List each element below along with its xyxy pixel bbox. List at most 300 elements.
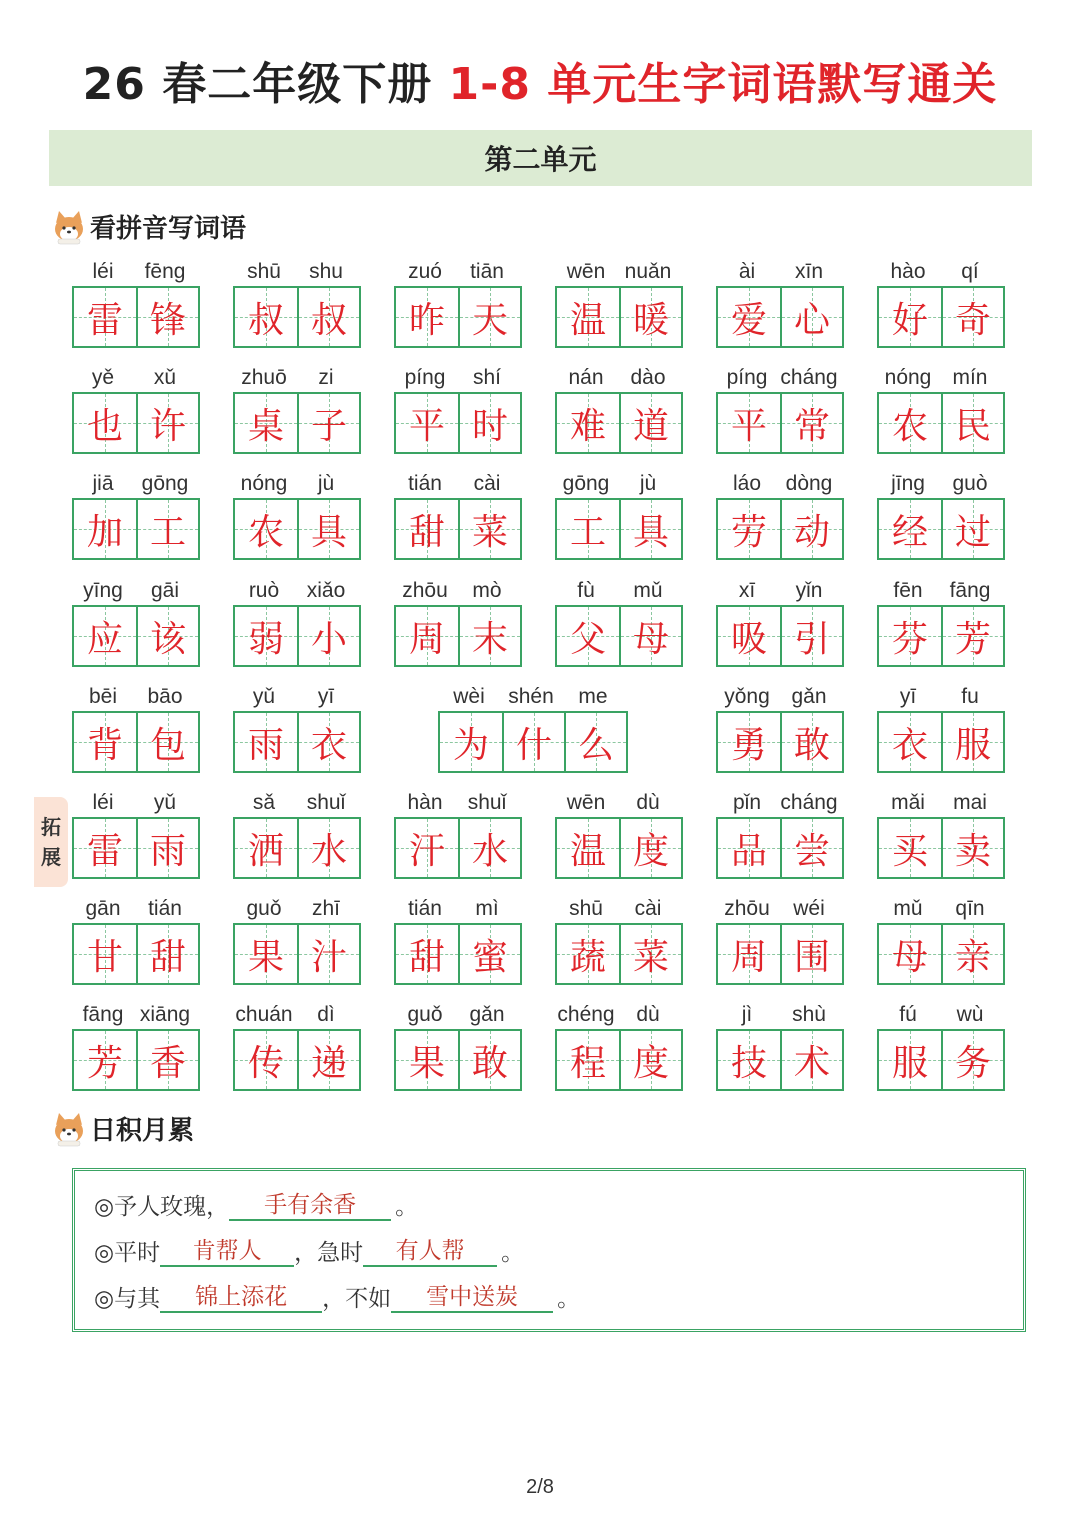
hanzi-character: 包: [149, 724, 186, 766]
character-box: [235, 925, 297, 983]
character-box: [74, 288, 136, 346]
character-box: [619, 1031, 681, 1089]
tianzige-boxes: [233, 1029, 361, 1091]
character-box: [780, 288, 842, 346]
pinyin-syllable: jiā: [92, 472, 114, 495]
tianzige-boxes: [877, 923, 1005, 985]
hanzi-character: 叔: [247, 299, 284, 341]
tianzige-boxes: [555, 498, 683, 560]
hanzi-character: 锋: [149, 299, 186, 341]
tianzige-boxes: [716, 1029, 844, 1091]
character-box: [619, 607, 681, 665]
pinyin-syllable: bāo: [147, 685, 183, 708]
hanzi-character: 叔: [310, 299, 347, 341]
pinyin-syllable: gān: [85, 897, 121, 920]
pinyin-syllable: léi: [92, 260, 114, 283]
character-box: [557, 925, 619, 983]
character-box: [780, 1031, 842, 1089]
tianzige-boxes: [555, 923, 683, 985]
hanzi-character: 过: [954, 511, 991, 553]
pinyin-syllable: zi: [318, 366, 334, 389]
pinyin-syllable: wù: [956, 1003, 984, 1026]
character-box: [235, 607, 297, 665]
tianzige-boxes: [394, 817, 522, 879]
unit-label: 第二单元: [484, 143, 597, 176]
tianzige-boxes: [233, 498, 361, 560]
character-box: [718, 1031, 780, 1089]
character-box: [941, 607, 1003, 665]
character-box: [74, 819, 136, 877]
hanzi-character: 服: [954, 724, 991, 766]
pinyin-syllable: gōng: [562, 472, 610, 495]
character-box: [74, 925, 136, 983]
character-box: [557, 394, 619, 452]
tianzige-boxes: [233, 286, 361, 348]
pinyin-syllable: xīn: [794, 260, 823, 283]
pinyin-syllable: xiāng: [139, 1003, 191, 1026]
hanzi-character: 汗: [408, 830, 445, 872]
hanzi-character: 敢: [471, 1042, 508, 1084]
hanzi-character: 蜜: [471, 936, 508, 978]
hanzi-character: 具: [632, 511, 669, 553]
tianzige-boxes: [394, 392, 522, 454]
pinyin-syllable: zuó: [408, 260, 442, 283]
hanzi-character: 亲: [954, 936, 991, 978]
hanzi-character: 围: [793, 936, 830, 978]
pinyin-syllable: shuǐ: [467, 791, 507, 814]
pinyin-syllable: hào: [890, 260, 926, 283]
character-box: [564, 713, 626, 771]
tianzige-boxes: [72, 817, 200, 879]
character-box: [941, 713, 1003, 771]
pinyin-syllable: píng: [726, 366, 768, 389]
pinyin-syllable: cháng: [780, 791, 838, 814]
character-box: [74, 713, 136, 771]
pinyin-syllable: dòng: [785, 472, 833, 495]
pinyin-syllable: wēn: [566, 791, 606, 814]
character-box: [458, 1031, 520, 1089]
pinyin-syllable: tián: [408, 897, 442, 920]
pinyin-syllable: guǒ: [407, 1003, 443, 1026]
character-box: [879, 713, 941, 771]
character-box: [235, 819, 297, 877]
hanzi-character: 也: [86, 405, 123, 447]
hanzi-character: 温: [569, 830, 606, 872]
pinyin-syllable: me: [578, 685, 608, 708]
hanzi-character: 周: [408, 618, 445, 660]
hanzi-character: 应: [86, 618, 123, 660]
tianzige-boxes: [555, 605, 683, 667]
pinyin-syllable: shù: [792, 1003, 826, 1026]
character-box: [136, 607, 198, 665]
tianzige-boxes: [877, 1029, 1005, 1091]
tianzige-boxes: [394, 1029, 522, 1091]
tianzige-boxes: [72, 392, 200, 454]
hanzi-character: 天: [471, 299, 508, 341]
hanzi-character: 具: [310, 511, 347, 553]
character-box: [941, 925, 1003, 983]
hanzi-character: 汁: [310, 936, 347, 978]
hanzi-character: 时: [471, 405, 508, 447]
hanzi-character: 道: [632, 405, 669, 447]
pinyin-syllable: zhōu: [724, 897, 770, 920]
character-box: [235, 713, 297, 771]
character-box: [136, 500, 198, 558]
character-box: [235, 500, 297, 558]
pinyin-syllable: yǔ: [153, 791, 177, 814]
character-box: [396, 819, 458, 877]
hanzi-character: 工: [149, 511, 186, 553]
accum-line-3: [94, 1278, 580, 1313]
tianzige-boxes: [716, 498, 844, 560]
hanzi-character: 甜: [408, 511, 445, 553]
character-box: [235, 394, 297, 452]
hanzi-character: 甜: [149, 936, 186, 978]
tianzige-boxes: [438, 711, 628, 773]
hanzi-character: 果: [247, 936, 284, 978]
pinyin-syllable: nuǎn: [624, 260, 672, 283]
pinyin-syllable: cài: [473, 472, 501, 495]
pinyin-syllable: nán: [568, 366, 604, 389]
pinyin-syllable: fù: [577, 579, 595, 602]
accum-2-mid: ，急时: [294, 1240, 364, 1266]
pinyin-syllable: dào: [630, 366, 666, 389]
hanzi-character: 雨: [149, 830, 186, 872]
character-box: [879, 819, 941, 877]
hanzi-character: 菜: [471, 511, 508, 553]
character-box: [235, 1031, 297, 1089]
title-grade: 26 春二年级下册: [82, 59, 449, 110]
hanzi-character: 衣: [891, 724, 928, 766]
hanzi-character: 常: [793, 405, 830, 447]
hanzi-character: 子: [310, 405, 347, 447]
hanzi-character: 度: [632, 1042, 669, 1084]
pinyin-syllable: xī: [738, 579, 756, 602]
tianzige-boxes: [233, 605, 361, 667]
pinyin-syllable: dù: [636, 791, 660, 814]
tianzige-boxes: [716, 923, 844, 985]
tianzige-boxes: [877, 711, 1005, 773]
hanzi-character: 雷: [86, 830, 123, 872]
pinyin-syllable: ruò: [248, 579, 280, 602]
pinyin-syllable: shuǐ: [306, 791, 346, 814]
pinyin-syllable: ài: [738, 260, 756, 283]
character-box: [780, 925, 842, 983]
pinyin-syllable: jù: [639, 472, 657, 495]
hanzi-character: 桌: [247, 405, 284, 447]
character-box: [718, 288, 780, 346]
tianzige-boxes: [555, 392, 683, 454]
tianzige-boxes: [716, 711, 844, 773]
hanzi-character: 技: [730, 1042, 767, 1084]
pinyin-syllable: qí: [961, 260, 979, 283]
hanzi-character: 程: [569, 1042, 606, 1084]
tianzige-boxes: [72, 605, 200, 667]
pinyin-syllable: zhī: [311, 897, 340, 920]
hanzi-character: 加: [86, 511, 123, 553]
character-box: [458, 819, 520, 877]
tianzige-boxes: [72, 923, 200, 985]
hanzi-character: 尝: [793, 830, 830, 872]
tianzige-boxes: [72, 286, 200, 348]
character-box: [718, 819, 780, 877]
hanzi-character: 平: [730, 405, 767, 447]
character-box: [619, 925, 681, 983]
character-box: [879, 1031, 941, 1089]
character-box: [879, 607, 941, 665]
character-box: [235, 288, 297, 346]
character-box: [396, 394, 458, 452]
character-box: [619, 288, 681, 346]
tianzige-boxes: [555, 817, 683, 879]
character-box: [396, 288, 458, 346]
pinyin-syllable: yǒng: [724, 685, 770, 708]
hanzi-character: 水: [310, 830, 347, 872]
character-box: [136, 925, 198, 983]
tianzige-boxes: [72, 1029, 200, 1091]
character-box: [941, 1031, 1003, 1089]
hanzi-character: 平: [408, 405, 445, 447]
character-box: [941, 394, 1003, 452]
character-box: [74, 1031, 136, 1089]
hanzi-character: 周: [730, 936, 767, 978]
character-box: [780, 819, 842, 877]
character-box: [297, 819, 359, 877]
tianzige-boxes: [233, 392, 361, 454]
character-box: [297, 1031, 359, 1089]
pinyin-syllable: bēi: [88, 685, 118, 708]
character-box: [557, 500, 619, 558]
pinyin-syllable: zhōu: [402, 579, 448, 602]
pinyin-syllable: yī: [317, 685, 335, 708]
hanzi-character: 母: [632, 618, 669, 660]
pinyin-syllable: mò: [472, 579, 502, 602]
pinyin-syllable: gǎn: [791, 685, 827, 708]
pinyin-syllable: wēn: [566, 260, 606, 283]
hanzi-character: 爱: [730, 299, 767, 341]
character-box: [458, 925, 520, 983]
tianzige-boxes: [716, 286, 844, 348]
pinyin-syllable: chuán: [235, 1003, 293, 1026]
extension-tab: [34, 797, 68, 887]
character-box: [458, 394, 520, 452]
character-box: [136, 713, 198, 771]
accum-3-answer-1: 锦上添花: [160, 1278, 322, 1313]
character-box: [619, 500, 681, 558]
pinyin-syllable: nóng: [884, 366, 932, 389]
character-box: [718, 500, 780, 558]
pinyin-syllable: píng: [404, 366, 446, 389]
pinyin-syllable: fú: [899, 1003, 917, 1026]
hanzi-character: 递: [310, 1042, 347, 1084]
hanzi-character: 劳: [730, 511, 767, 553]
page-number: 2/8: [526, 1476, 554, 1498]
character-box: [718, 713, 780, 771]
hanzi-character: 衣: [310, 724, 347, 766]
hanzi-character: 农: [891, 405, 928, 447]
hanzi-character: 雨: [247, 724, 284, 766]
tianzige-boxes: [716, 605, 844, 667]
unit-banner: [49, 130, 1032, 186]
pinyin-syllable: zhuō: [241, 366, 287, 389]
character-box: [74, 500, 136, 558]
character-box: [297, 925, 359, 983]
character-box: [718, 394, 780, 452]
character-box: [297, 713, 359, 771]
hanzi-character: 芳: [86, 1042, 123, 1084]
tianzige-boxes: [233, 817, 361, 879]
hanzi-character: 洒: [247, 830, 284, 872]
hanzi-character: 术: [793, 1042, 830, 1084]
pinyin-syllable: wèi: [453, 685, 485, 708]
hanzi-character: 好: [891, 299, 928, 341]
character-box: [879, 394, 941, 452]
hanzi-character: 水: [471, 830, 508, 872]
accum-line-1: [94, 1186, 418, 1221]
character-box: [718, 925, 780, 983]
extension-label-1: 拓: [41, 815, 61, 839]
section-accum-label: 日积月累: [90, 1116, 195, 1146]
pinyin-syllable: láo: [732, 472, 762, 495]
character-box: [458, 607, 520, 665]
character-box: [557, 288, 619, 346]
character-box: [502, 713, 564, 771]
hanzi-character: 卖: [954, 830, 991, 872]
tianzige-boxes: [394, 605, 522, 667]
accum-1-answer: 手有余香: [229, 1186, 391, 1221]
hanzi-character: 末: [471, 618, 508, 660]
character-box: [458, 500, 520, 558]
character-box: [136, 288, 198, 346]
pinyin-syllable: guò: [952, 472, 988, 495]
character-box: [396, 925, 458, 983]
tianzige-boxes: [877, 498, 1005, 560]
section-pinyin-label: 看拼音写词语: [90, 214, 247, 244]
character-box: [879, 500, 941, 558]
hanzi-character: 传: [247, 1042, 284, 1084]
character-box: [297, 500, 359, 558]
pinyin-syllable: nóng: [240, 472, 288, 495]
character-box: [941, 288, 1003, 346]
pinyin-syllable: yǔ: [252, 685, 276, 708]
tianzige-boxes: [233, 923, 361, 985]
character-box: [879, 288, 941, 346]
accum-2-pre: ◎平时: [94, 1240, 161, 1266]
hanzi-character: 甜: [408, 936, 445, 978]
hanzi-character: 难: [569, 405, 606, 447]
pinyin-syllable: yǐn: [795, 579, 823, 602]
hanzi-character: 父: [569, 618, 606, 660]
character-box: [74, 607, 136, 665]
character-box: [780, 713, 842, 771]
hanzi-character: 农: [247, 511, 284, 553]
pinyin-syllable: fu: [961, 685, 979, 708]
hanzi-character: 果: [408, 1042, 445, 1084]
hanzi-character: 工: [569, 511, 606, 553]
tianzige-boxes: [877, 605, 1005, 667]
accum-2-answer-2: 有人帮: [363, 1232, 497, 1267]
hanzi-character: 什: [515, 724, 552, 766]
hanzi-character: 该: [149, 618, 186, 660]
pinyin-syllable: cài: [634, 897, 662, 920]
tianzige-boxes: [394, 498, 522, 560]
pinyin-syllable: mì: [475, 897, 499, 920]
hanzi-character: 心: [793, 299, 830, 341]
hanzi-character: 务: [954, 1042, 991, 1084]
hanzi-character: 菜: [632, 936, 669, 978]
hanzi-character: 引: [793, 618, 830, 660]
accum-2-answer-1: 肯帮人: [160, 1232, 294, 1267]
pinyin-syllable: shū: [247, 260, 281, 283]
hanzi-character: 芬: [891, 618, 928, 660]
pinyin-syllable: mǔ: [633, 579, 663, 602]
tianzige-boxes: [72, 498, 200, 560]
pinyin-syllable: guǒ: [246, 897, 282, 920]
hanzi-character: 昨: [408, 299, 445, 341]
character-box: [74, 394, 136, 452]
pinyin-syllable: yě: [91, 366, 115, 389]
hanzi-character: 度: [632, 830, 669, 872]
accum-1-pre: ◎予人玫瑰，: [94, 1194, 230, 1220]
tianzige-boxes: [716, 392, 844, 454]
hanzi-character: 吸: [730, 618, 767, 660]
accum-3-answer-2: 雪中送炭: [391, 1278, 553, 1313]
pinyin-syllable: tiān: [470, 260, 504, 283]
shiba-dog-icon: [52, 209, 86, 245]
pinyin-syllable: yī: [899, 685, 917, 708]
pinyin-syllable: léi: [92, 791, 114, 814]
pinyin-syllable: hàn: [407, 791, 443, 814]
hanzi-character: 为: [452, 724, 489, 766]
character-box: [941, 500, 1003, 558]
pinyin-syllable: fāng: [949, 579, 991, 602]
pinyin-syllable: mǎi: [891, 791, 925, 814]
pinyin-syllable: mǔ: [893, 897, 923, 920]
section-accum-header: [52, 1110, 194, 1147]
character-box: [440, 713, 502, 771]
pinyin-syllable: shu: [309, 260, 343, 283]
tianzige-boxes: [394, 286, 522, 348]
hanzi-character: 经: [891, 511, 928, 553]
character-box: [136, 819, 198, 877]
hanzi-character: 买: [891, 830, 928, 872]
pinyin-syllable: mín: [952, 366, 988, 389]
hanzi-character: 服: [891, 1042, 928, 1084]
pinyin-syllable: tián: [408, 472, 442, 495]
character-box: [458, 288, 520, 346]
pinyin-syllable: chéng: [557, 1003, 615, 1026]
page-title: [0, 48, 1080, 112]
character-box: [396, 500, 458, 558]
tianzige-boxes: [877, 392, 1005, 454]
tianzige-boxes: [877, 286, 1005, 348]
pinyin-syllable: dì: [317, 1003, 335, 1026]
pinyin-syllable: yīng: [83, 579, 123, 602]
hanzi-character: 温: [569, 299, 606, 341]
hanzi-character: 民: [954, 405, 991, 447]
title-topic: 1-8 单元生字词语默写通关: [448, 59, 998, 110]
pinyin-syllable: xiǎo: [306, 579, 346, 602]
pinyin-syllable: wéi: [793, 897, 825, 920]
pinyin-syllable: shí: [472, 366, 501, 389]
character-box: [718, 607, 780, 665]
pinyin-syllable: qīn: [955, 897, 985, 920]
tianzige-boxes: [716, 817, 844, 879]
tianzige-boxes: [394, 923, 522, 985]
character-box: [619, 819, 681, 877]
character-box: [941, 819, 1003, 877]
character-box: [557, 1031, 619, 1089]
